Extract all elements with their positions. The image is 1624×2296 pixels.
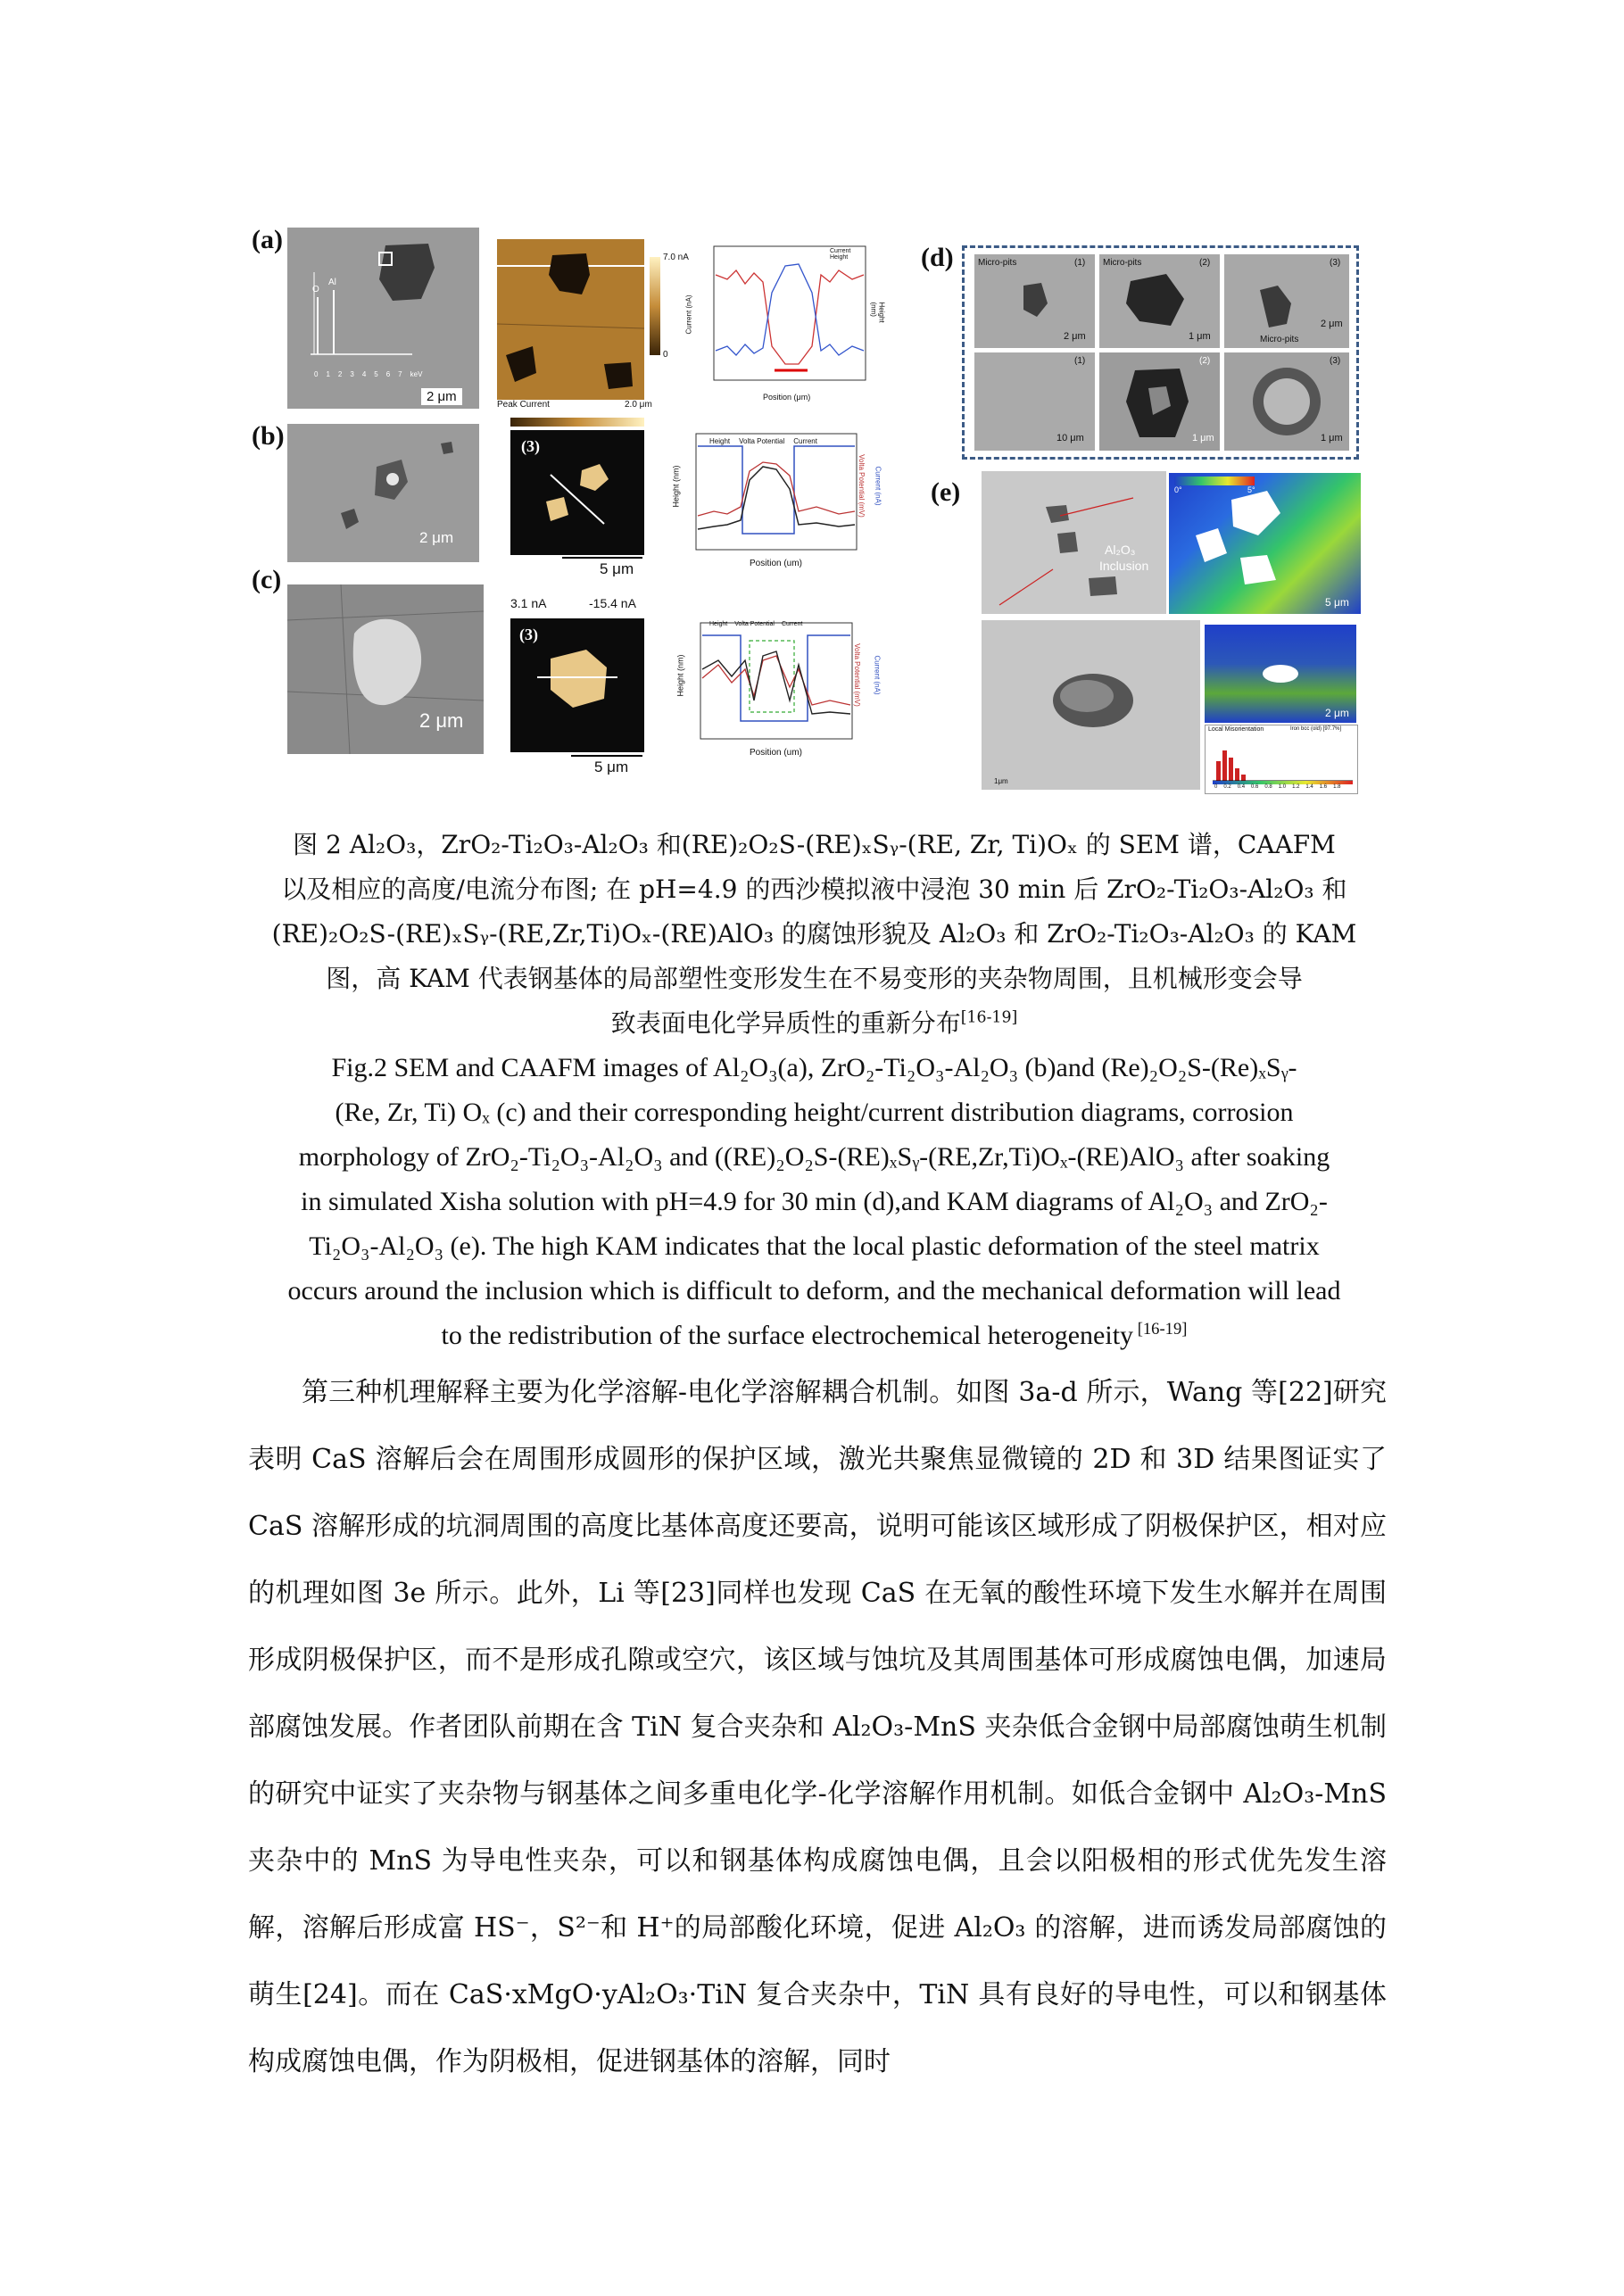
eds-x-tick: 7 — [398, 370, 402, 378]
e-inclusion-label-1: Al₂O₃ — [1105, 543, 1136, 557]
colorbar-right-c: -15.4 nA — [589, 596, 636, 610]
caption-en-line: morphology of ZrO₂-Ti₂O₃-Al₂O₃ and ((RE)₂O₂S-(RE)ₓSᵧ-(RE,Zr,Ti)Oₓ-(RE)AlO₃ after soaking — [298, 1142, 1330, 1172]
d-bottom-2-tag: (2) — [1199, 356, 1211, 366]
hist-tick: 0.2 — [1223, 784, 1231, 790]
plot-a-legend — [830, 248, 850, 261]
hist-tick: 1.6 — [1319, 784, 1328, 790]
eds-x-unit: keV — [410, 370, 423, 378]
d-bottom-3-tag: (3) — [1330, 356, 1341, 366]
eds-x-tick: 5 — [374, 370, 378, 378]
plot-c-ylabel-left: Height (nm) — [675, 654, 685, 697]
misorientation-histogram — [1205, 725, 1358, 794]
legend-current: Current — [782, 621, 803, 627]
eds-peak-al: Al — [328, 278, 336, 287]
afm-image-c — [510, 618, 644, 752]
afm-colorbar-bottom-a: 0 — [663, 350, 668, 360]
caption-en-line: Ti₂O₃-Al₂O₃ (e). The high KAM indicates that the local plastic deformation of the steel matrix — [309, 1231, 1320, 1261]
afm-scale-a: 2.0 μm — [625, 400, 652, 410]
afm-colorbar-top-a: 7.0 nA — [663, 253, 689, 262]
sem-d-top-3 — [1224, 254, 1349, 348]
eds-peak-o: O — [312, 285, 319, 294]
sem-d-top-1 — [974, 254, 1095, 348]
kam-bar-tick-0: 0° — [1174, 485, 1182, 494]
legend-current: Current — [793, 437, 817, 445]
caption-cn-text: 致表面电化学异质性的重新分布 — [610, 1008, 961, 1038]
sem-e-2-scale: 1μm — [994, 777, 1008, 785]
hist-tick: 1.0 — [1278, 784, 1287, 790]
scale-bar-b: 2 μm — [419, 529, 454, 546]
sem-d-bottom-2 — [1099, 352, 1220, 451]
caption-cn-ref: [16-19] — [960, 1008, 1018, 1027]
kam-map-2 — [1205, 625, 1356, 723]
eds-x-tick: 4 — [361, 370, 367, 378]
sem-d-bottom-1 — [974, 352, 1095, 451]
d-top-1-scale: 2 μm — [1064, 331, 1086, 342]
plot-b-ylabel-right2: Current (nA) — [874, 466, 882, 506]
legend-volta: Volta Potential — [734, 621, 775, 627]
hist-tick: 0.4 — [1237, 784, 1246, 790]
d-bottom-2-scale: 1 μm — [1192, 433, 1214, 443]
eds-x-tick: 2 — [337, 370, 343, 378]
plot-b-legend — [709, 437, 817, 445]
d-top-3-tag: (3) — [1330, 258, 1341, 268]
plot-c-xlabel: Position (um) — [750, 748, 802, 758]
legend-height: Height — [709, 437, 731, 445]
kam-scale-2: 2 μm — [1325, 707, 1349, 719]
afm-tag-c: (3) — [519, 626, 538, 643]
sem-d-top-2 — [1099, 254, 1220, 348]
afm-tag-b: (3) — [521, 437, 540, 455]
eds-x-tick: 0 — [314, 370, 319, 378]
caption-en-line: Fig.2 SEM and CAAFM images of Al₂O₃(a), ZrO₂-Ti₂O₃-Al₂O₃ (b)and (Re)₂O₂S-(Re)ₓSᵧ- — [331, 1053, 1297, 1082]
hist-tick: 1.8 — [1333, 784, 1341, 790]
plot-a-xlabel: Position (μm) — [763, 393, 811, 402]
sem-d-bottom-3 — [1224, 352, 1349, 451]
legend-volta: Volta Potential — [739, 437, 785, 445]
hist-tick: 0 — [1214, 784, 1218, 790]
panel-label-a: (a) — [252, 225, 283, 254]
eds-x-tick: 3 — [350, 370, 354, 378]
profile-plot-c — [665, 616, 915, 767]
d-top-1-tag: (1) — [1074, 258, 1086, 268]
plot-a-ylabel-left: Current (nA) — [684, 294, 693, 335]
panel-label-b: (b) — [252, 421, 285, 451]
afm-caption-a: Peak Current — [497, 400, 550, 410]
d-bottom-1-tag: (1) — [1074, 356, 1086, 366]
kam-map-1 — [1169, 473, 1361, 614]
plot-c-legend — [709, 621, 802, 627]
plot-c-ylabel-right1: Volta Potential (mV) — [852, 643, 861, 707]
scale-bar-c: 2 μm — [419, 709, 464, 732]
d-top-2-scale: 1 μm — [1189, 331, 1211, 342]
plot-c-ylabel-right2: Current (nA) — [873, 655, 882, 695]
eds-x-ticks — [314, 370, 422, 378]
hist-tick: 1.4 — [1305, 784, 1313, 790]
caption-cn-line-last — [250, 1001, 1379, 1046]
plot-b-xlabel: Position (um) — [750, 559, 802, 568]
caption-cn-line: 图，高 KAM 代表钢基体的局部塑性变形发生在不易变形的夹杂物周围，且机械形变会导 — [326, 964, 1303, 993]
caption-en-line: (Re, Zr, Ti) Oₓ (c) and their corresponding height/current distribution diagrams, corrosion — [335, 1098, 1294, 1127]
legend-current: Current — [830, 248, 851, 254]
afm-colorbar-a — [650, 257, 660, 355]
panel-label-c: (c) — [252, 565, 282, 594]
legend-height: Height — [830, 254, 849, 261]
hist-ticks — [1214, 784, 1340, 790]
kam-colorbar — [1174, 477, 1255, 485]
sem-image-b — [287, 424, 479, 562]
panel-label-d: (d) — [921, 243, 954, 272]
kam-bar-tick-1: 5° — [1247, 485, 1255, 494]
hist-title: Local Misorientation — [1208, 726, 1264, 733]
figure-caption-en — [241, 1046, 1388, 1358]
caption-en-text: to the redistribution of the surface electrochemical heterogeneity — [441, 1321, 1134, 1350]
d-bottom-1-scale: 10 μm — [1056, 433, 1084, 443]
plot-b-ylabel-right1: Volta Potential (mV) — [857, 454, 866, 518]
d-top-3-note: Micro-pits — [1260, 335, 1299, 344]
legend-height: Height — [709, 621, 728, 627]
afm-image-a — [497, 239, 644, 400]
afm-colorbar-b — [510, 418, 644, 427]
afm-scale-line-c — [571, 755, 642, 757]
paragraph-text: 第三种机理解释主要为化学溶解-电化学溶解耦合机制。如图 3a-d 所示，Wang 等[22]研究表明 CaS 溶解后会在周围形成圆形的保护区域，激光共聚焦显微镜的 2D 和 3D 结果图证实了 CaS 溶解形成的坑洞周围的高度比基体高度还要高，说明可能该区域形成了阴极保护区，相对应的机理如图 3e 所示。此外，Li 等[23]同样也发现 CaS 在无氧的酸性环境下发生水解并在周围形成阴极保护区，而不是形成孔隙或空穴，该区域与蚀坑及其周围基体可形成腐蚀电偶，加速局部腐蚀发展。作者团队前期在含 TiN 复合夹杂和 Al₂O₃-MnS 夹杂低合金钢中局部腐蚀萌生机制的研究中证实了夹杂物与钢基体之间多重电化学-化学溶解作用机制。如低合金钢中 Al₂O₃-MnS 夹杂中的 MnS 为导电性夹杂，可以和钢基体构成腐蚀电偶，且会以阳极相的形式优先发生溶解，溶解后形成富 HS⁻，S²⁻和 H⁺的局部酸化环境，促进 Al₂O₃ 的溶解，进而诱发局部腐蚀的萌生[24]。而在 CaS·xMgO·yAl₂O₃·TiN 复合夹杂中，TiN 具有良好的导电性，可以和钢基体构成腐蚀电偶，作为阴极相，促进钢基体的溶解，同时 — [248, 1377, 1387, 2077]
d-bottom-3-scale: 1 μm — [1321, 433, 1343, 443]
d-top-3-scale: 2 μm — [1321, 319, 1343, 329]
caption-cn-line: 图 2 Al₂O₃，ZrO₂-Ti₂O₃-Al₂O₃ 和(RE)₂O₂S-(RE)ₓSᵧ-(RE, Zr, Ti)Oₓ 的 SEM 谱，CAAFM — [293, 830, 1336, 859]
caption-en-line: in simulated Xisha solution with pH=4.9 for 30 min (d),and KAM diagrams of Al₂O₃ and ZrO₂- — [301, 1187, 1328, 1216]
afm-scale-b: 5 μm — [600, 560, 634, 577]
afm-image-b — [510, 430, 644, 555]
eds-x-tick: 6 — [385, 370, 391, 378]
eds-x-tick: 1 — [326, 370, 330, 378]
caption-en-ref: [16-19] — [1133, 1320, 1188, 1339]
plot-b-ylabel-left: Height (nm) — [671, 465, 681, 508]
kam-scale-1: 5 μm — [1325, 596, 1349, 609]
hist-tick: 0.6 — [1251, 784, 1259, 790]
panel-label-e: (e) — [931, 477, 961, 507]
caption-en-line: occurs around the inclusion which is difficult to deform, and the mechanical deformation will lead — [287, 1276, 1341, 1305]
profile-plot-a — [684, 239, 894, 409]
caption-en-line-last — [241, 1314, 1388, 1358]
eds-spectrum-inset — [307, 254, 414, 361]
hist-note: Iron bcc (old) [97.7%] — [1290, 726, 1342, 732]
sem-image-c — [287, 584, 484, 754]
body-paragraph — [248, 1359, 1387, 2095]
hist-tick: 0.8 — [1264, 784, 1272, 790]
d-top-2-tag: (2) — [1199, 258, 1211, 268]
afm-scale-c: 5 μm — [594, 758, 629, 775]
caption-cn-line: 以及相应的高度/电流分布图; 在 pH=4.9 的西沙模拟液中浸泡 30 min 后 ZrO₂-Ti₂O₃-Al₂O₃ 和 — [281, 874, 1347, 904]
colorbar-left-c: 3.1 nA — [510, 596, 547, 610]
profile-plot-b — [660, 427, 910, 578]
figure-caption-cn — [250, 823, 1379, 1046]
hist-tick: 1.2 — [1292, 784, 1300, 790]
caption-cn-line: (RE)₂O₂S-(RE)ₓSᵧ-(RE,Zr,Ti)Oₓ-(RE)AlO₃ 的腐蚀形貌及 Al₂O₃ 和 ZrO₂-Ti₂O₃-Al₂O₃ 的 KAM — [271, 919, 1357, 949]
e-inclusion-label-2: Inclusion — [1099, 559, 1149, 573]
afm-scale-line-b — [562, 557, 642, 559]
d-top-2-note: Micro-pits — [1103, 258, 1142, 268]
scale-bar-a: 2 μm — [421, 388, 462, 405]
sem-e-2 — [982, 620, 1200, 790]
sem-e-1 — [982, 471, 1166, 614]
plot-a-ylabel-right: Height (nm) — [869, 302, 886, 323]
sem-image-a — [287, 228, 479, 409]
d-top-1-note: Micro-pits — [978, 258, 1017, 268]
